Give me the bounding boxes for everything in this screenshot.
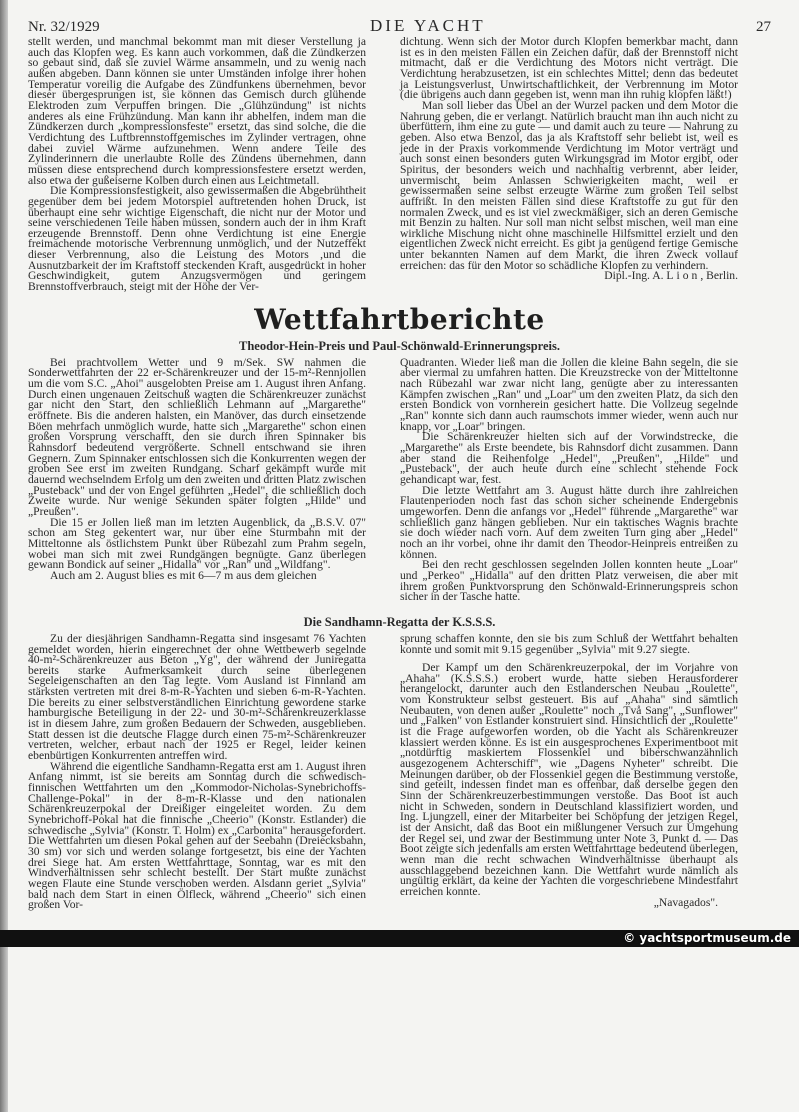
page-footer (0, 925, 799, 947)
author-signature: „Navagados". (653, 895, 718, 909)
paragraph: Man soll lieber das Übel an der Wurzel packen und dem Motor die Nahrung geben, die er verlangt. Natürlich braucht man ihn auch nicht zu überfüttern, ihm eine zu gute — und damit auch zu teure — Nahrung zu geben. Also etwa Benzol, das ja als Kraftstoff sehr beliebt ist, weil es jede in der Praxis vorkommende Verdichtung im Motor verträgt und auch sonst einen besonders guten Wirkungsgrad im Motor ergibt, oder Spiritus, der besonders weich und nachhaltig verbrennt, aber leider, unvermischt, beim Anlassen Schwierigkeiten macht, weil er gewissermaßen seine selbst erzeugte Wärme zum großen Teil selbst auffrißt. In den meisten Fällen sind diese Kraftstoffe zu gut für den normalen Zweck, und es ist viel zweckmäßiger, sich an deren Gemische mit Benzin zu halten. Nur soll man nicht selbst mischen, weil man eine wirkliche Mischung nicht ohne maschinelle Hilfsmittel erzielt und den eigentlichen Zweck nicht erreicht. Es gibt ja genügend fertige Gemische unter bekannten Namen auf dem Markt, die ihren Zweck vollauf erreichen: das für den Motor so schädliche Klopfen zu verhindern. (400, 98, 738, 272)
paragraph: Die letzte Wettfahrt am 3. August hätte durch ihre zahlreichen Flautenperioden noch fast das schon sicher scheinende Endergebnis umgeworfen. Denn die anfangs vor „Hedel" führende „Margarethe" war schließlich ganz hängen geblieben. Nur ein taktisches Wagnis brachte sie doch wieder nach vorn. Auf dem zweiten Turn ging aber „Hedel" noch an ihr vorbei, ohne ihr damit den Theodor-Heinpreis entreißen zu können. (400, 483, 738, 561)
magazine-title: DIE YACHT (370, 16, 486, 35)
section-title: Wettfahrtberichte (254, 302, 545, 336)
article1-right-column (400, 37, 738, 282)
section1-subtitle: Theodor-Hein-Preis und Paul-Schönwald-Erinnerungspreis. (239, 338, 560, 353)
section1-right-column (400, 355, 738, 604)
author-prefix: Dipl.-Ing. A. (604, 269, 664, 283)
paragraph: dichtung. Wenn sich der Motor durch Klopfen bemerkbar macht, dann ist es in den meisten Fällen ein Zeichen dafür, daß der Brennstoff nicht mitmacht, daß er die Verdichtung des Motors nicht verträgt. Die Verdichtung herabzusetzen, ist ein schlechtes Mittel; denn das bedeutet ja Leistungsverlust, Unwirtschaftlichkeit, der Verbrennung im Motor (die übrigens auch dann gegeben ist, wenn man ihn ruhig klopfen läßt!) (400, 35, 738, 102)
page-header (28, 16, 771, 37)
section2 (28, 631, 771, 912)
author-city: , Berlin. (700, 269, 738, 283)
paragraph: Bei prachtvollem Wetter und 9 m/Sek. SW nahmen die Sonderwettfahrten der 22 er-Schärenkreuzer und der 15-m²-Rennjollen um die vom S.C. „Ahoi" ausgelobten Preise am 1. August ihren Anfang. Durch einen ungenauen Zeitschuß wagten die Schärenkreuzer zunächst gar nicht den Start, den schließlich Lehmann auf „Margarethe" eröffnete. Bis die anderen halsten, ein Manöver, das durch einsetzende Böen mehrfach unmöglich wurde, hatte sich „Margarethe" schon einen großen Vorsprung verschafft, den sie durch ihren Spinnaker bis Rahnsdorf bedeutend vergrößerte. Schnell entschwand sie ihren Gegnern. Zum Spinnaker entschlossen sich die Konkurrenten wegen der groben See erst im zweiten Rundgang. Scharf gekämpft wurde mit dauernd wechselndem Erfolg um den zweiten und dritten Platz zwischen „Pusteback" und der von Engel geführten „Hedel", die schließlich doch Zweite wurde. Nur wenige Sekunden später folgten „Hilde" und „Preußen". (28, 355, 366, 518)
article1-left-column (28, 37, 366, 293)
section2-right-column (400, 631, 738, 909)
section2-subtitle: Die Sandhamn-Regatta der K.S.S.S. (303, 614, 496, 629)
paragraph: sprung schaffen konnte, den sie bis zum Schluß der Wettfahrt behalten konnte und somit mit 9.15 gegenüber „Sylvia" mit 9.27 siegte. (400, 631, 738, 656)
watermark: © yachtsportmuseum.de (623, 930, 791, 945)
paragraph: Der Kampf um den Schärenkreuzerpokal, der im Vorjahre von „Ahaha" (K.S.S.S.) erobert wurde, hatte sieben Herausforderer herangelockt, darunter auch den Estlanderschen Neubau „Roulette", vom Konstrukteur selbst gesteuert. Bis auf „Ahaha" sind sämtlich Neubauten, von denen außer „Roulette" noch „Två Sang", „Sunflower" und „Falken" von Estlander konstruiert sind. Hinsichtlich der „Roulette" ist die Frage aufgeworfen worden, ob die Yacht als Schärenkreuzer klassiert werden könne. Es ist ein ausgesprochenes Experimentboot mit „notdürftig maskiertem Flossenkiel und biberschwanzähnlich ausgezogenem Achterschiff", wie „Dagens Nyheter" schreibt. Die Meinungen darüber, ob der Flossenkiel gegen die Bestimmung verstoße, sind geteilt, indessen findet man es offenbar, daß derselbe gegen den Sinn der Schärenkreuzerbestimmungen verstoße. Das Boot ist auch nicht in Schweden, sondern in Deutschland klassifiziert worden, und Ing. Ljungzell, einer der Mitarbeiter bei Schöpfung der jetzigen Regel, ist der Ansicht, daß das Boot ein mißlungener Versuch zur Umgehung der Regel sei, und zwar der Bestimmung unter Note 3, Punkt d. — Das Boot zeigte sich jedenfalls am ersten Wettfahrttage bedeutend überlegen, wenn man die recht schwachen Windverhältnisse überhaupt als ausschlaggebend bezeichnen kann. Die Wettfahrt wurde nämlich als ungültig erklärt, da keine der Yachten die vorgeschriebene Mindestfahrt erreichen konnte. (400, 661, 738, 898)
paragraph: Bei den recht geschlossen segelnden Jollen konnten heute „Loar" und „Perkeo" „Hidalla" auf den dritten Platz verweisen, die aber mit ihrem großen Punktvorsprung den Schönwald-Erinnerungspreis schon sicher in der Tasche hatte. (400, 558, 738, 604)
article1 (28, 37, 771, 293)
paragraph: Die Schärenkreuzer hielten sich auf der Vorwindstrecke, die „Margarethe" als Erste beendete, bis Rahnsdorf dicht zusammen. Dann aber stand die Reihenfolge „Hedel", „Preußen", „Hilde" und „Pusteback", der auch heute durch eine schlecht stehende Fock gehandicapt war, fest. (400, 430, 738, 486)
paragraph: stellt werden, und manchmal bekommt man mit dieser Verstellung ja auch das Klopfen weg. Es kann auch vorkommen, daß die Zündkerzen so gebaut sind, daß sie zuviel Wärme ansammeln, und zu wenig nach außen abgeben. Dann können sie unter Umständen infolge ihrer hohen Temperatur voreilig die Aufgabe des Zündfunkens übernehmen, bevor dieser übergesprungen ist, sie können das Gemisch durch glühende Elektroden zum Verpuffen bringen. Die „Glühzündung" ist nichts anderes als eine Frühzündung. Man kann ihr abhelfen, indem man die Zündkerzen durch „kompressionsfeste" ersetzt, das sind solche, die die Verdichtung des Luftbrennstoffgemisches im Zylinder vertragen, ohne dabei zuviel Wärme aufzunehmen. Wenn andere Teile des Zylinderinnern die unerlaubte Rolle des Zündens übernehmen, dann müssen diese entsprechend durch kompressionsfestere ersetzt werden, also etwa der gußeiserne Kolben durch einen aus Leichtmetall. (28, 35, 366, 187)
paragraph: Die Kompressionsfestigkeit, also gewissermaßen die Abgebrühtheit gegenüber dem bei jedem Motorspiel auftretenden hohen Druck, ist überhaupt eine sehr wichtige Eigenschaft, die nicht nur der Motor und seine verschiedenen Teile haben müssen, sondern auch der in ihm Kraft erzeugende Brennstoff. Denn ohne Verdichtung ist eine Energie freimachende motorische Verbrennung unmöglich, und der Nutzeffekt dieser Verbrennung, also die Leistung des Motors ,und die Ausnutzbarkeit der im Kraftstoff steckenden Kraft, ausgedrückt in hoher Geschwindigkeit, gutem Anzugsvermögen und geringem Brennstoffverbrauch, steigt mit der Höhe der Ver- (28, 184, 366, 294)
paragraph: Die 15 er Jollen ließ man im letzten Augenblick, da „B.S.V. 07" schon am Steg gekentert war, nur über eine Sturmbahn mit der Mitteltonne als östlichstem Punkt über Rübezahl zum Prahm segeln, wobei man sich mit zwei Rundgängen begnügte. Ganz überlegen gewann Bondick auf seiner „Hidalla" vor „Ran" und „Wildfang". (28, 515, 366, 572)
paragraph: Auch am 2. August blies es mit 6—7 m aus dem gleichen (50, 568, 317, 582)
author-signature (400, 271, 738, 282)
section1 (28, 355, 771, 604)
issue-number: Nr. 32/1929 (28, 19, 100, 35)
section2-left-column (28, 631, 366, 912)
page-number: 27 (755, 19, 771, 35)
paragraph: Während die eigentliche Sandhamn-Regatta erst am 1. August ihren Anfang nimmt, ist sie bereits am Sonntag durch die schwedisch-finnischen Wettfahrten um den „Kommodor-Nicholas-Synebrichoffs-Challenge-Pokal" in der 8-m-R-Klasse und den nationalen Schärenkreuzerpokal der Dreißiger eingeleitet worden. Zu dem Synebrichoff-Pokal hat die finnische „Cheerio" (Konstr. Estlander) die schwedische „Sylvia" (Konstr. T. Holm) ex „Carbonita" herausgefordert. Die Wettfahrten um diesen Pokal gehen auf der Seebahn (Dreiecksbahn, 30 sm) vor sich und werden solange fortgesetzt, bis eine der Yachten drei Siege hat. Am ersten Wettfahrttage, Sonntag, war es mit den Windverhältnissen sehr schlecht bestellt. Der Start mußte zunächst wegen Flaute eine Stunde verschoben werden. Alsdann geriet „Sylvia" bald nach dem Start in einen Ölfleck, während „Cheerio" sich einen großen Vor- (28, 759, 366, 912)
paragraph: Zu der diesjährigen Sandhamn-Regatta sind insgesamt 76 Yachten gemeldet worden, hierin eingerechnet der ohne Wettbewerb segelnde 40-m²-Schärenkreuzer aus Beton „Yg", der während der Juniregatta bereits starke Aufmerksamkeit durch seine überlegenen Segeleigenschaften an den Tag legte. Vom Ausland ist Finnland am stärksten vertreten mit drei 8-m-R-Yachten und sieben 6-m-R-Yachten. Die bereits zu einer selbstverständlichen Einrichtung gewordene starke hamburgische Beteiligung in der 22- und 30-m²-Schärenkreuzerklasse ist in diesem Jahre, zum großen Bedauern der Schweden, ausgeblieben. Statt dessen ist die deutsche Flagge durch einen 75-m²-Schärenkreuzer vertreten, welcher, erbaut nach der 1925 er Regel, leider keinen ebenbürtigen Konkurrenten antreffen wird. (28, 631, 366, 763)
paragraph: Quadranten. Wieder ließ man die Jollen die kleine Bahn segeln, die sie aber viermal zu umfahren hatten. Die Kreuzstrecke von der Mitteltonne nach Rübezahl war zwar nicht lang, genügte aber zu interessanten Kämpfen zwischen „Ran" und „Loar" um den zweiten Platz, da sich den ersten Bondick von vornherein gesichert hatte. Die Vollzeug segelnde „Ran" konnte sich dann auch raumschots immer wieder, wenn auch nur knapp, vor „Loar" bringen. (400, 355, 738, 433)
author-name: Lion (666, 269, 701, 283)
section1-left-column (28, 355, 366, 582)
